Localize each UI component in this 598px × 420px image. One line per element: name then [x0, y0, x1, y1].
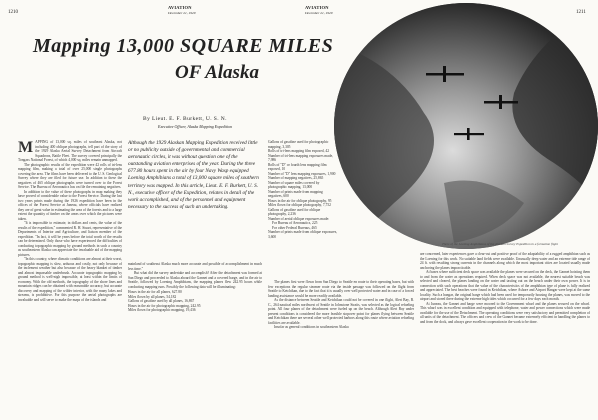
- stat-item: Number of aerial oblique exposures made:: [268, 216, 330, 221]
- column-4: [268, 280, 414, 416]
- paragraph: As the distance between Seattle and Ketchikan could not be covered in one flight, Alert Bay, B. C., 264 nautical miles northwest of Seattle in Johnstone Straits, was selected as the logical refueling point. All four planes of the detachment were fueled up on the beach. Although Alert Bay under present conditions is considered the more feasible stopover point for planes flying between Seattle and Ketchikan there are several other well protected harbors along this route where aviation refueling facilities are available.: [268, 298, 414, 325]
- paragraph: But what did the survey undertake and accomplish? After the detachment was formed at San Diego and proceeded to Alaska aboard the Gannet and a covered barge, and in the air to Seattle, followed by Loening Amphibians, the mapping planes flew 242.95 hours while conducting mapping runs. Possibly the following data will be illuminating:: [128, 271, 262, 289]
- paragraph: In addition to the value of these photographs in map making they have proved of considerable value to the Forest Service. During the last two years prints made during the 1926 expedition have been in the offices of the Forest Service at Juneau, where officials have realized they are of great value in estimating the area of the forests and to a large extent the quantity of timber on the areas over which the pictures were taken.: [18, 189, 122, 221]
- paragraph: At Juneau, the Gannet and barge were moored to the Government wharf and the planes secured on the wharf. This wharf was in excellent condition and equipped with telephone, water and power connections which were made available for the use of the Detachment. The operating conditions were very satisfactory and permitted completion of all units of the detachment. The officers and crew of the Gannet became extremely efficient in handling the planes to and from the dock, and always gave excellent cooperation in the work to be done.: [420, 301, 590, 324]
- pull-quote: Although the 1929 Alaskan Mapping Expedition received little or no publicity outside of governmental and commercial aeronautic circles, it was without question one of the outstanding aviation enterprises of the year. During the three 677.80 hours spent in the air by four Navy Wasp equipped Loening Amphibians a total of 13,000 square miles of southern territory was mapped. In this article, Lieut. E. F. Burkett, U. S. N., executive officer of the Expedition, relates in detail of the work accomplished, and of the personnel and equipment necessary to the success of such an undertaking.: [128, 140, 259, 210]
- aerial-photo-scene: [334, 3, 598, 249]
- column-2: [128, 262, 262, 416]
- stat-item: Gallons of gasoline used for photographic mapping, 3,305: [268, 140, 329, 149]
- date-right: December 21, 1929: [305, 11, 333, 15]
- byline: By Lieut. E. F. Burkett, U. S. N.: [143, 116, 227, 122]
- stat-item: Hours in the air for photographic mapping, 242.95: [128, 303, 201, 308]
- paragraph: The photographic results of the expedition were 42 rolls of tri-lens mapping film, making a total of over 25,000 single photographs covering the area. The films have been delivered to the U. S. Geological Survey where they are filed for future use. In addition to these the negatives of 465 oblique photographs were turned over to the Forest Service. The Bureau of Aeronautics has on file the remaining negatives.: [18, 162, 122, 189]
- stat-item: Number of "D" lens mapping exposures, 1,900: [268, 171, 336, 176]
- date-left: December 21, 1929: [168, 11, 196, 15]
- masthead-right: AVIATION: [305, 5, 329, 10]
- paragraph: are concerned, later experiences gave a clear-cut and positive proof of the adaptability of a rugged amphibian such as the Loening for this work. No suitable land fields were available. Unusually deep water and an extreme tide range of 24 ft. with resulting strong currents in the channels along which the most important cities are located usually made anchoring the planes impracticable.: [420, 252, 590, 270]
- stat-item: Miles flown for photographic mapping, 19,436: [128, 308, 196, 312]
- stats-list-left: [128, 290, 262, 313]
- paragraph: "In this country, where climatic conditions are almost at their worst, topographic mapping is slow, arduous and costly, not only because of the inclement weather but also because of the heavy blanket of timber and almost impassable underbrush. Accurate topographic mapping by ground method is well-nigh impossible, at least within the limits of economy. With the old methods, the topography of the shore lines and mountain ridges can be obtained with reasonable accuracy, but accurate discovery and mapping of the wilder interior, with the many lakes and streams, is prohibitive. For this purpose the aerial photographs are invaluable and will serve to make the maps of the islands and: [18, 257, 122, 302]
- stat-item: Hours in the air for all planes, 627.80: [128, 290, 182, 294]
- article-title-line2: OF Alaska: [175, 62, 259, 83]
- paragraph: At bases where sufficient deck space was available the planes were secured on the deck, the Gannet hoisting them to and from the water as operations required. When deck space was not available, the nearest suitable beach was selected and cleared, the planes landing on the water and taxiing out on the beach under their own power. It is in connection with such operations that the value of the characteristics of the amphibian type of plane is fully realized and appreciated. The best beaches were found in Ketchikan, where Ashore and Airport Hangar were kept at the same locality. Such a hangar, the original barge which had been used for temporarily housing the planes, was moved to the airport and stored there during the extreme high tides which occurred for a few days each month.: [420, 270, 590, 301]
- stat-item: Rolls of "D" or fourth lens mapping film exposed, 10: [268, 162, 327, 171]
- stat-item: Number of mapping negatives, 25,865: [268, 176, 324, 180]
- photo-caption: Three of the Loening Amphibians of the Alaskan Survey Expedition in a formation flight: [442, 242, 558, 246]
- byline-title: Executive Officer, Alaska Mapping Expedition: [158, 124, 233, 129]
- stat-item: Number of tri-lens mapping exposures made, 7,986: [268, 153, 334, 162]
- stats-list-right: [268, 140, 338, 276]
- page-number-right: 1211: [576, 10, 586, 15]
- stat-item: Gallons of gasoline used for oblique photography, 2,236: [268, 207, 321, 216]
- paragraph: "It is impossible to estimate, in dollars and cents, the value of the results of the expedition," commented R. H. Stuart, representative of the Departments of Interior and Agriculture, and liaison member of the expedition. "In fact, it will be years before the total worth of the results can be determined. Only those who have experienced the difficulties of conducting topographic mapping by ground methods in such a country as southeastern Alaska can appreciate the invaluable aid of the mapping pictures.: [18, 221, 122, 257]
- stat-item: Miles flown by all planes, 54,182: [128, 294, 177, 299]
- column-5: [420, 252, 590, 416]
- drop-cap: M: [18, 140, 34, 156]
- stat-item: Number of square miles covered by photographic mapping, 13,000: [268, 180, 320, 189]
- paragraph: Insofar as general conditions in southeastern Alaska: [274, 325, 349, 329]
- stat-item: Rolls of tri-lens mapping film exposed, 42: [268, 149, 329, 153]
- page-number-left: 1210: [8, 10, 18, 15]
- aerial-photo: [334, 3, 598, 249]
- stat-item: For Bureau of Aeronautics, 225: [272, 221, 318, 225]
- article-title-line1: Mapping 13,000 SQUARE MILES: [33, 35, 334, 57]
- column-1: [18, 140, 122, 416]
- masthead-left: AVIATION: [168, 5, 192, 10]
- stat-item: Number of prints made from mapping negatives, 600: [268, 189, 323, 198]
- paragraph: mainland of southeast Alaska much more accurate and possible of accomplishment in much less time.": [128, 262, 262, 271]
- paragraph: APPING of 13,000 sq. miles of southeast Alaska, not including 400 oblique photographs, tell part of the story of the 1929 Alaska Aerial Survey Detachment from Aircraft Squadrons, Battle Fleet. The survey covered principally the Tongass National Forest, of which 4,000 sq. miles remain unmapped.: [18, 140, 122, 162]
- stat-item: Miles flown for oblique photography, 7,752: [268, 203, 331, 207]
- stat-item: Hours in the air for oblique photography, 95: [268, 198, 332, 203]
- stat-item: For other Federal Bureaus, 465: [272, 225, 317, 230]
- paragraph: The planes first were flown from San Diego to Seattle en route to their operating bases, but with few exceptions the regular steamer route via the inside passage was followed on the flight from Seattle to Ketchikan, due to the fact that it is usually over well protected water and in case of a forced landing assistance would be more readily available.: [268, 280, 414, 298]
- stat-item: Number of prints made from oblique exposures, 3,600: [268, 230, 338, 239]
- stat-item: Gallons of gasoline used by all planes, 16,867: [128, 299, 195, 303]
